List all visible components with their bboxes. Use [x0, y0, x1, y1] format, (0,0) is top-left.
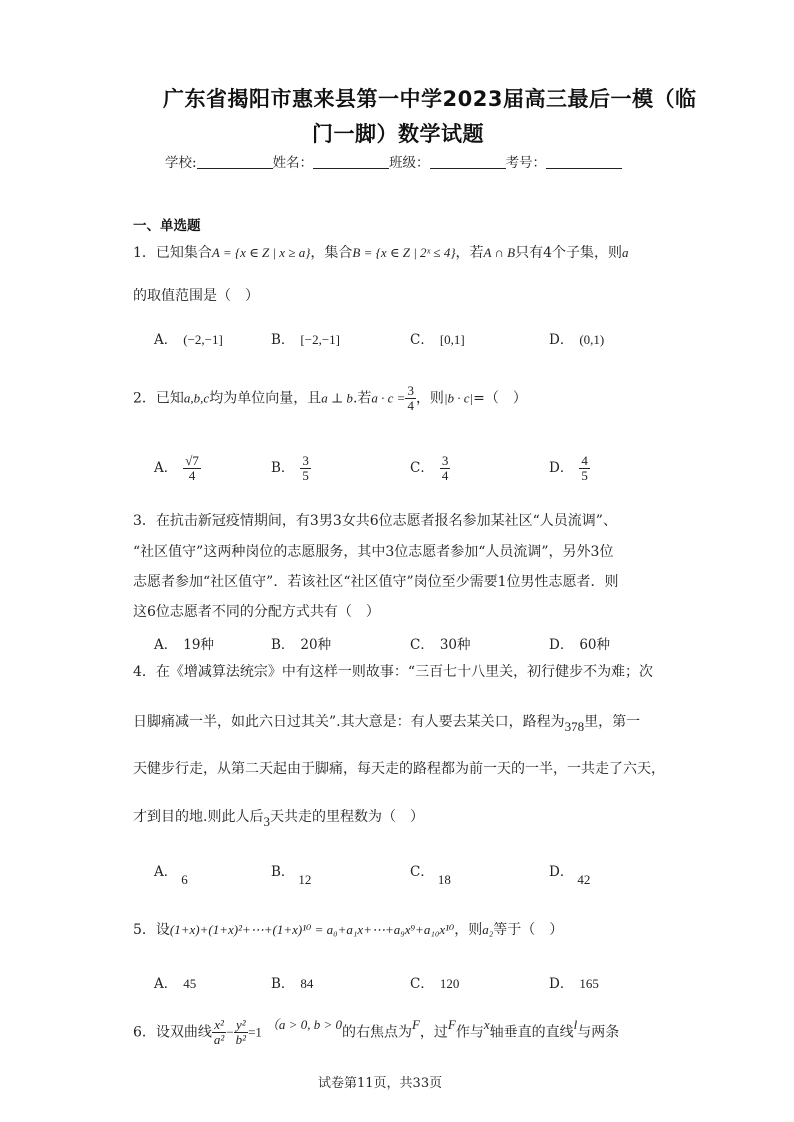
page-footer: 试卷第11页，共33页	[318, 1076, 443, 1091]
q3-line3: 志愿者参加“社区值守”．若该社区“社区值守”岗位至少需要1位男性志愿者．则	[133, 574, 619, 590]
frac-numerator: 3	[407, 383, 414, 398]
q1-set-b: B = {x ∈ Z | 2ˣ ≤ 4}	[352, 245, 456, 260]
exam-title-line2: 门一脚）数学试题	[312, 122, 484, 146]
name-blank	[313, 154, 389, 169]
frac-numerator: y²	[236, 1017, 246, 1032]
q4-line2	[133, 713, 641, 734]
q5-option-d[interactable]	[549, 972, 599, 992]
q2-dot: a · c =	[371, 390, 406, 406]
q3-option-d[interactable]	[549, 633, 610, 653]
q3-option-b[interactable]	[271, 633, 331, 653]
option-value: [−2,−1]	[300, 332, 340, 347]
frac-denominator: 4	[441, 468, 449, 483]
q6-equals: =1	[248, 1024, 262, 1040]
class-label: 班级：	[389, 155, 430, 171]
section-title: 一、单选题	[133, 218, 201, 234]
q5-line1	[133, 921, 563, 939]
option-label: A．	[154, 976, 178, 992]
option-fraction	[440, 454, 451, 483]
q5-option-c[interactable]	[410, 972, 459, 992]
q4-option-c[interactable]	[410, 860, 451, 887]
frac-denominator: b²	[235, 1032, 247, 1047]
frac-denominator: a²	[213, 1032, 225, 1047]
q2-option-a[interactable]	[154, 454, 201, 483]
option-label: B．	[271, 460, 295, 476]
option-fraction	[300, 454, 311, 483]
option-label: C．	[410, 332, 434, 348]
q6-line: l	[573, 1016, 578, 1032]
q4-text: 才到目的地.则此人后	[133, 809, 264, 825]
option-label: A．	[154, 864, 178, 880]
q6-text: ，过	[419, 1024, 448, 1041]
option-label: C．	[410, 637, 434, 653]
frac-numerator: x²	[214, 1017, 224, 1032]
option-value: 165	[579, 976, 599, 991]
q3-line2: “社区值守”这两种岗位的志愿服务，其中3位志愿者参加“人员流调”，另外3位	[133, 544, 614, 560]
q5-expression: (1+x)+(1+x)²+⋯+(1+x)¹⁰ = a₀+a₁x+⋯+a₉x⁹+a₁₀x¹⁰	[169, 922, 455, 937]
q2-perp: a ⊥ b	[321, 390, 353, 406]
q4-option-d[interactable]	[549, 860, 591, 887]
q1-option-d[interactable]	[549, 328, 604, 348]
q5-var: a₂	[482, 922, 494, 937]
option-value: [0,1]	[439, 332, 465, 347]
q1-text: ，集合	[310, 245, 353, 261]
student-info-row	[165, 151, 622, 171]
q4-line4	[133, 808, 424, 829]
exam-title-line1: 广东省揭阳市惠来县第一中学2023届高三最后一模（临	[163, 87, 697, 111]
q3-option-c[interactable]	[410, 633, 471, 653]
frac-denominator: 4	[188, 468, 196, 483]
option-value: 12	[298, 872, 312, 887]
q1-var-a: a	[622, 245, 629, 260]
q3-line1: 3．在抗击新冠疫情期间，有3男3女共6位志愿者报名参加某社区“人员流调”、	[133, 513, 617, 529]
school-blank	[197, 154, 273, 169]
q4-days: 3	[263, 814, 270, 829]
q4-line1: 4．在《增减算法统宗》中有这样一则故事：“三百七十八里关，初行健步不为难；次	[133, 664, 654, 680]
q4-option-b[interactable]	[271, 860, 312, 887]
q6-frac-y	[234, 1018, 248, 1047]
q4-distance: 378	[564, 719, 585, 734]
q2-fraction	[405, 384, 416, 413]
q2-number: 2．	[133, 390, 156, 407]
q2-text: =（ ）	[473, 390, 527, 407]
option-label: B．	[271, 976, 295, 992]
option-label: B．	[271, 637, 295, 653]
option-label: C．	[410, 864, 434, 880]
frac-denominator: 5	[581, 468, 588, 483]
option-value: 6	[181, 872, 188, 887]
q1-text: ，若	[455, 245, 484, 261]
class-blank	[430, 154, 506, 169]
q6-text: 作与	[455, 1024, 484, 1041]
q6-text: 轴垂直的直线	[489, 1024, 574, 1041]
option-label: B．	[271, 864, 295, 880]
option-value: (−2,−1]	[183, 332, 223, 347]
option-value: 18	[437, 872, 451, 887]
q1-text: 已知集合	[155, 245, 212, 261]
option-label: D．	[549, 976, 574, 992]
q6-line1	[133, 1018, 619, 1047]
name-label: 姓名：	[272, 155, 314, 171]
q6-text: 的右焦点为	[341, 1024, 412, 1041]
q6-minus: −	[226, 1024, 234, 1040]
q2-option-b[interactable]	[271, 454, 311, 483]
frac-denominator: 4	[407, 398, 414, 413]
q4-text: 里，第一	[584, 714, 641, 730]
option-label: A．	[154, 460, 178, 476]
q3-option-a[interactable]	[154, 633, 214, 653]
q1-option-b[interactable]	[271, 328, 340, 348]
option-label: B．	[271, 332, 295, 348]
q4-line3: 天健步行走，从第二天起由于脚痛，每天走的路程都为前一天的一半，一共走了六天，	[133, 761, 665, 777]
q2-text: 均为单位向量，且	[209, 390, 322, 407]
q6-number: 6．	[133, 1024, 156, 1041]
q2-option-c[interactable]	[410, 454, 450, 483]
q6-axis: x	[483, 1016, 490, 1032]
q4-text: 天共走的里程数为（ ）	[269, 809, 424, 825]
q6-condition: （a > 0, b > 0	[265, 1016, 342, 1032]
option-label: D．	[549, 637, 574, 653]
q5-option-b[interactable]	[271, 972, 313, 992]
option-label: C．	[410, 976, 434, 992]
q3-line4: 这6位志愿者不同的分配方式共有（ ）	[133, 604, 380, 620]
option-value: 45	[183, 976, 197, 991]
q5-text: 设	[155, 922, 170, 938]
q6-focus: F	[447, 1016, 456, 1032]
q1-line2: 的取值范围是（ ）	[133, 288, 259, 304]
q6-frac-x	[212, 1018, 226, 1047]
option-value: (0,1)	[579, 332, 605, 347]
q6-focus: F	[411, 1016, 420, 1032]
q2-text: 已知	[155, 390, 184, 407]
option-label: D．	[549, 332, 574, 348]
frac-numerator: 3	[302, 453, 309, 468]
option-value: 42	[577, 872, 591, 887]
q5-option-a[interactable]	[154, 972, 196, 992]
q1-text: 只有4个子集，则	[515, 245, 622, 261]
q5-text: 等于（ ）	[493, 922, 564, 938]
school-label: 学校:	[165, 155, 197, 171]
q6-text: 设双曲线	[155, 1024, 212, 1041]
q2-text: .若	[352, 390, 372, 407]
q1-intersection: A ∩ B	[483, 245, 516, 260]
option-value: 120	[439, 976, 460, 991]
option-fraction	[579, 454, 590, 483]
option-value: 84	[300, 976, 314, 991]
q2-option-d[interactable]	[549, 454, 590, 483]
option-label: C．	[410, 460, 434, 476]
option-value: 20种	[300, 637, 332, 653]
q1-option-a[interactable]	[154, 328, 223, 348]
q1-number: 1．	[133, 245, 156, 261]
q2-line1	[133, 384, 527, 413]
q4-option-a[interactable]	[154, 860, 188, 887]
option-label: A．	[154, 332, 178, 348]
q2-text: ，则	[415, 390, 444, 407]
option-value: 60种	[579, 637, 611, 653]
frac-denominator: 5	[302, 468, 309, 483]
q4-text: 日脚痛减一半，如此六日过其关”.其大意是：有人要去某关口，路程为	[133, 714, 565, 730]
q5-number: 5．	[133, 922, 156, 938]
q2-vectors: a,b,c	[183, 390, 210, 406]
frac-numerator: 3	[441, 453, 449, 468]
exam-no-blank	[546, 154, 622, 169]
option-value: 30种	[439, 637, 471, 653]
frac-numerator: √7	[185, 453, 199, 468]
option-label: D．	[549, 460, 574, 476]
q1-option-c[interactable]	[410, 328, 465, 348]
q1-set-a: A = {x ∈ Z | x ≥ a}	[211, 245, 311, 260]
frac-numerator: 4	[581, 453, 588, 468]
q5-text: ，则	[454, 922, 483, 938]
exam-no-label: 考号：	[505, 155, 547, 171]
option-label: D．	[549, 864, 574, 880]
option-value: 19种	[183, 637, 214, 653]
option-fraction	[183, 454, 201, 483]
q1-line1	[133, 244, 629, 262]
q6-text: 与两条	[577, 1024, 620, 1041]
option-label: A．	[154, 637, 178, 653]
q2-abs-expr: |b · c|	[443, 390, 474, 406]
